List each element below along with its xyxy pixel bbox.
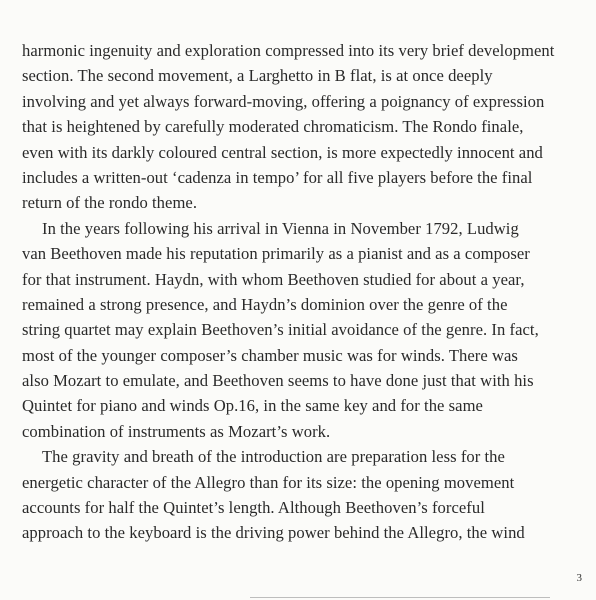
text-line: approach to the keyboard is the driving power behind the Allegro, the wind — [22, 523, 525, 543]
text-line: van Beethoven made his reputation primarily as a pianist and as a composer — [22, 244, 530, 264]
paragraph — [22, 216, 582, 445]
text-line: section. The second movement, a Larghetto in B flat, is at once deeply — [22, 66, 493, 86]
text-line: accounts for half the Quintet’s length. Although Beethoven’s forceful — [22, 498, 485, 518]
text-line: includes a written-out ‘cadenza in tempo’ for all five players before the final — [22, 167, 533, 187]
text-line: involving and yet always forward-moving, offering a poignancy of expression — [22, 91, 545, 111]
text-line: In the years following his arrival in Vienna in November 1792, Ludwig — [42, 218, 519, 238]
text-line: most of the younger composer’s chamber music was for winds. There was — [22, 345, 518, 365]
text-line: that is heightened by carefully moderated chromaticism. The Rondo finale, — [22, 117, 524, 137]
text-line: The gravity and breath of the introduction are preparation less for the — [42, 447, 505, 467]
text-line: string quartet may explain Beethoven’s initial avoidance of the genre. In fact, — [22, 320, 539, 340]
text-line: for that instrument. Haydn, with whom Beethoven studied for about a year, — [22, 269, 525, 289]
text-line: harmonic ingenuity and exploration compressed into its very brief development — [22, 41, 555, 60]
text-line: energetic character of the Allegro than for its size: the opening movement — [22, 472, 515, 492]
text-line: return of the rondo theme. — [22, 193, 198, 213]
paragraph — [22, 444, 582, 546]
page-number: 3 — [576, 572, 582, 584]
text-line: even with its darkly coloured central section, is more expectedly innocent and — [22, 142, 543, 162]
text-line: also Mozart to emulate, and Beethoven seems to have done just that with his — [22, 371, 534, 391]
paragraph — [22, 38, 582, 216]
body-text — [22, 38, 582, 546]
bottom-rule — [250, 597, 550, 598]
text-line: Quintet for piano and winds Op.16, in the same key and for the same — [22, 396, 483, 416]
text-line: remained a strong presence, and Haydn’s dominion over the genre of the — [22, 294, 508, 314]
text-line: combination of instruments as Mozart’s work. — [22, 421, 331, 441]
